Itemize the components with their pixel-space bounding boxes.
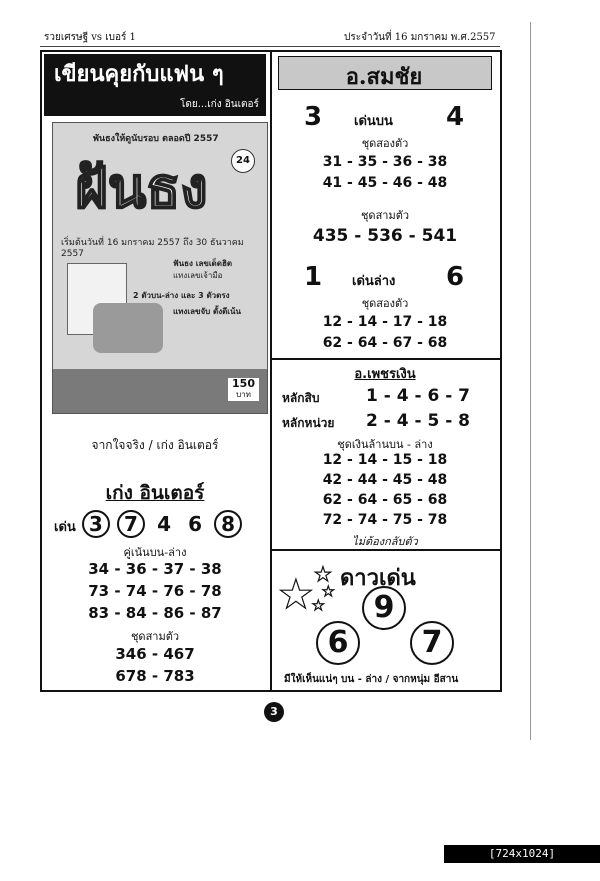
- pairs-label: คู่เน้นบน-ล่าง: [123, 546, 187, 559]
- section2-row: 62 - 64 - 65 - 68: [322, 492, 448, 508]
- pairs-row: 34 - 36 - 37 - 38: [88, 560, 222, 578]
- top-label: เด่นบน: [354, 114, 393, 129]
- two-row-b: 12 - 14 - 17 - 18: [322, 314, 448, 330]
- top-right-digit: 4: [446, 102, 465, 132]
- poster-line-3: 2 ตัวบน-ล่าง และ 3 ตัวตรง: [133, 291, 230, 300]
- section2-note: ไม่ต้องกลับตัว: [352, 535, 418, 548]
- lead-digit: 3: [82, 510, 110, 538]
- left-banner-title: เขียนคุยกับแฟน ๆ: [54, 61, 224, 87]
- bottom-left-digit: 1: [304, 262, 323, 292]
- poster-ad: [52, 122, 268, 414]
- three-label: ชุดสามตัว: [360, 209, 410, 222]
- triples-row: 346 - 467: [115, 645, 195, 663]
- lead-digit: 8: [214, 510, 242, 538]
- poster-date-line: เริ่มต้นวันที่ 16 มกราคม 2557 ถึง 30 ธันวาคม 2557: [61, 238, 244, 259]
- header-right: ประจำวันที่ 16 มกราคม พ.ศ.2557: [344, 32, 496, 43]
- triples-row: 678 - 783: [115, 667, 195, 685]
- units-digits: 2 - 4 - 5 - 8: [366, 411, 470, 431]
- lead-label: เด่น: [54, 520, 76, 535]
- star-digit: 6: [316, 621, 360, 665]
- poster-line-2: แทงเลขเจ้ามือ: [173, 271, 223, 280]
- star-digit: 9: [362, 586, 406, 630]
- header-rule: [40, 46, 500, 47]
- price-value: 150: [232, 377, 255, 390]
- poster-badge: 24: [231, 149, 255, 173]
- two-label-b: ชุดสองตัว: [361, 297, 409, 310]
- top-left-digit: 3: [304, 102, 323, 132]
- star-icon: ★: [312, 598, 325, 614]
- section3-footer: มีให้เห็นแน่ๆ บน - ล่าง / จากหนุ่ม อีสาน: [284, 674, 459, 685]
- header-left: รวยเศรษฐี vs เบอร์ 1: [44, 32, 136, 43]
- section2-sub-label: ชุดเงินล้านบน - ล่าง: [337, 438, 433, 451]
- lead-digit: 7: [117, 510, 145, 538]
- lead-digit: 4: [157, 512, 171, 536]
- page-number: 3: [264, 702, 284, 722]
- units-label: หลักหน่วย: [282, 416, 335, 430]
- left-banner-byline: โดย...เก่ง อินเตอร์: [180, 99, 259, 110]
- section2-row: 12 - 14 - 15 - 18: [322, 452, 448, 468]
- bottom-right-digit: 6: [446, 262, 465, 292]
- pairs-row: 83 - 84 - 86 - 87: [88, 604, 222, 622]
- star-icon: ★: [278, 572, 314, 618]
- watermark-bar: [724x1024] http://upic.me/: [444, 845, 600, 863]
- tens-label: หลักสิบ: [282, 391, 320, 405]
- lead-digit-row: [54, 510, 268, 538]
- star-icon: ★: [314, 562, 332, 586]
- two-label: ชุดสองตัว: [361, 137, 409, 150]
- section-separator: [272, 549, 502, 551]
- three-row: 435 - 536 - 541: [312, 226, 458, 246]
- poster-line-4: แทงเลขจับ ตั้งตีเน้น: [173, 307, 241, 316]
- section2-row: 72 - 74 - 75 - 78: [322, 512, 448, 528]
- two-row-b: 62 - 64 - 67 - 68: [322, 335, 448, 351]
- star-digit: 7: [410, 621, 454, 665]
- left-author-name: เก่ง อินเตอร์: [105, 482, 205, 504]
- two-row: 41 - 45 - 46 - 48: [322, 175, 448, 191]
- section2-row: 42 - 44 - 45 - 48: [322, 472, 448, 488]
- bottom-label: เด่นล่าง: [352, 274, 396, 289]
- section2-title: อ.เพชรเงิน: [354, 367, 416, 382]
- section3-title: ดาวเด่น: [340, 565, 416, 591]
- poster-title: ฝันธง: [75, 155, 208, 221]
- column-divider: [270, 50, 272, 692]
- two-row: 31 - 35 - 36 - 38: [322, 154, 448, 170]
- lead-digit: 6: [188, 512, 202, 536]
- left-from-line: จากใจจริง / เก่ง อินเตอร์: [91, 438, 219, 452]
- tens-digits: 1 - 4 - 6 - 7: [366, 386, 470, 406]
- section1-title: อ.สมชัย: [345, 64, 423, 90]
- pairs-row: 73 - 74 - 76 - 78: [88, 582, 222, 600]
- poster-line-1: ฟันธง เลขเด็ดฮิต: [173, 259, 233, 268]
- poster-image-graphic: [93, 303, 163, 353]
- star-icon: ★: [322, 584, 335, 600]
- poster-price: [228, 378, 259, 401]
- poster-tagline: พันธงให้ดูนับรอบ ตลอดปี 2557: [93, 134, 219, 144]
- section-separator: [272, 358, 502, 360]
- price-unit: บาท: [236, 390, 251, 399]
- triples-label: ชุดสามตัว: [130, 630, 180, 643]
